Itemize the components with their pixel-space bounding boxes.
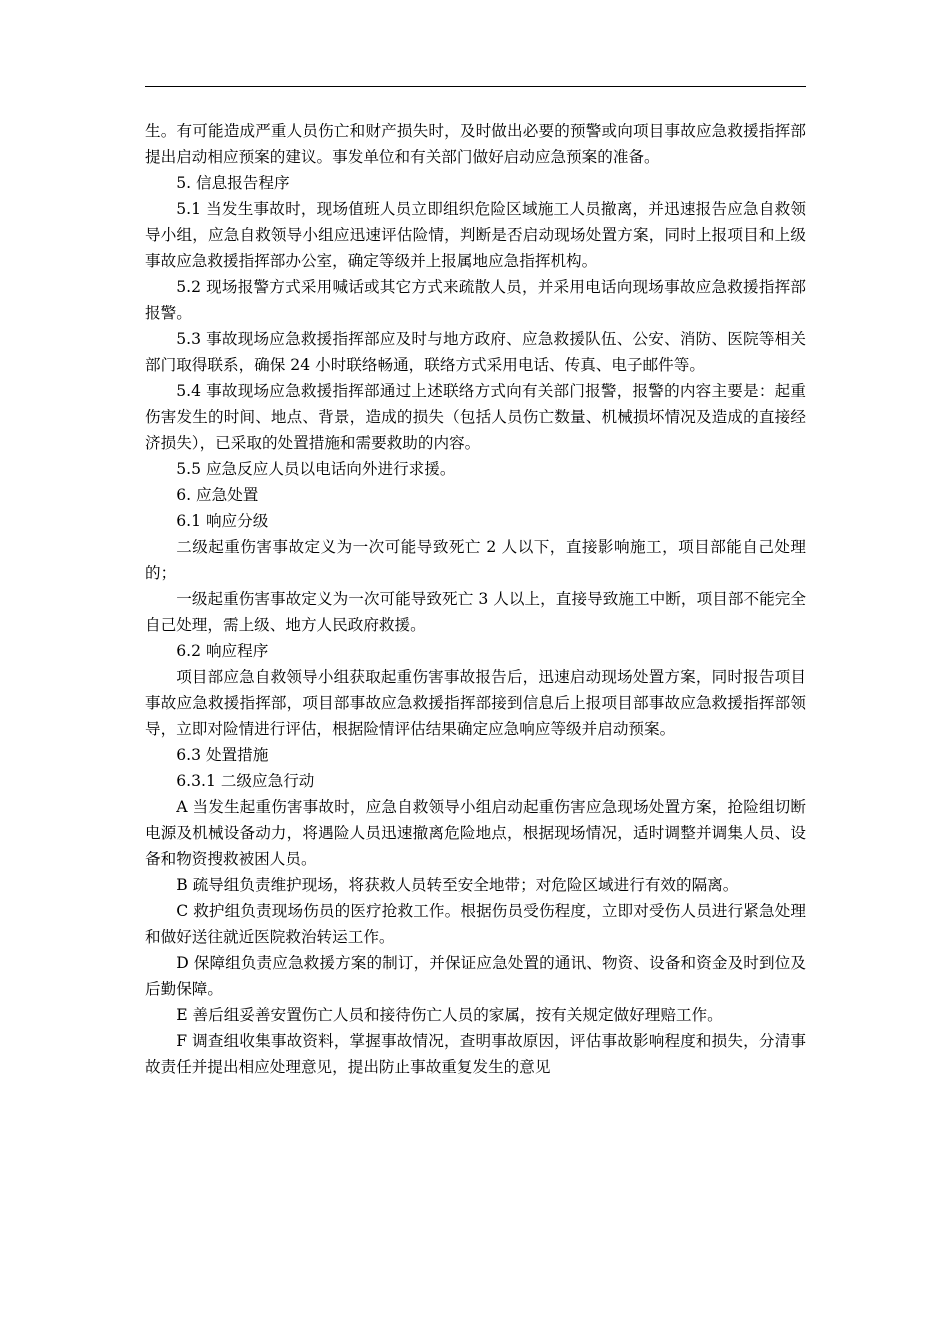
paragraph-level-2-definition: 二级起重伤害事故定义为一次可能导致死亡 2 人以下，直接影响施工，项目部能自己处理的；	[145, 538, 806, 582]
paragraph-item-b: B 疏导组负责维护现场，将获救人员转至安全地带；对危险区域进行有效的隔离。	[176, 876, 739, 894]
paragraph-response-procedure: 项目部应急自救领导小组获取起重伤害事故报告后，迅速启动现场处置方案，同时报告项目事故应急救援指挥部，项目部事故应急救援指挥部接到信息后上报项目部事故应急救援指挥部领导，立即对险情进行评估，根据险情评估结果确定应急响应等级并启动预案。	[145, 668, 806, 738]
section-heading-6-3-1: 6.3.1 二级应急行动	[176, 772, 315, 790]
paragraph-5-3: 5.3 事故现场应急救援指挥部应及时与地方政府、应急救援队伍、公安、消防、医院等相关部门取得联系，确保 24 小时联络畅通，联络方式采用电话、传真、电子邮件等。	[145, 330, 806, 374]
paragraph-item-e: E 善后组妥善安置伤亡人员和接待伤亡人员的家属，按有关规定做好理赔工作。	[176, 1006, 723, 1024]
document-body	[145, 118, 806, 1080]
paragraph-5-5: 5.5 应急反应人员以电话向外进行求援。	[176, 460, 456, 478]
paragraph-item-d: D 保障组负责应急救援方案的制订，并保证应急处置的通讯、物资、设备和资金及时到位及后勤保障。	[145, 954, 806, 998]
paragraph-item-a: A 当发生起重伤害事故时，应急自救领导小组启动起重伤害应急现场处置方案，抢险组切断电源及机械设备动力，将遇险人员迅速撤离危险地点，根据现场情况，适时调整并调集人员、设备和物资搜救被困人员。	[145, 798, 806, 868]
paragraph-5-2: 5.2 现场报警方式采用喊话或其它方式来疏散人员，并采用电话向现场事故应急救援指挥部报警。	[145, 278, 806, 322]
section-heading-6: 6. 应急处置	[176, 486, 259, 504]
paragraph-continuation: 生。有可能造成严重人员伤亡和财产损失时，及时做出必要的预警或向项目事故应急救援指挥部提出启动相应预案的建议。事发单位和有关部门做好启动应急预案的准备。	[145, 122, 806, 166]
section-heading-6-3: 6.3 处置措施	[176, 746, 269, 764]
paragraph-item-f: F 调查组收集事故资料，掌握事故情况，查明事故原因，评估事故影响程度和损失，分清事故责任并提出相应处理意见，提出防止事故重复发生的意见	[145, 1032, 806, 1076]
section-heading-5: 5. 信息报告程序	[176, 174, 290, 192]
header-rule	[145, 86, 806, 87]
section-heading-6-2: 6.2 响应程序	[176, 642, 269, 660]
section-heading-6-1: 6.1 响应分级	[176, 512, 269, 530]
paragraph-5-4: 5.4 事故现场应急救援指挥部通过上述联络方式向有关部门报警，报警的内容主要是：起重伤害发生的时间、地点、背景，造成的损失（包括人员伤亡数量、机械损坏情况及造成的直接经济损失），已采取的处置措施和需要救助的内容。	[145, 382, 806, 452]
paragraph-5-1: 5.1 当发生事故时，现场值班人员立即组织危险区域施工人员撤离，并迅速报告应急自救领导小组，应急自救领导小组应迅速评估险情，判断是否启动现场处置方案，同时上报项目和上级事故应急救援指挥部办公室，确定等级并上报属地应急指挥机构。	[145, 200, 806, 270]
paragraph-item-c: C 救护组负责现场伤员的医疗抢救工作。根据伤员受伤程度，立即对受伤人员进行紧急处理和做好送往就近医院救治转运工作。	[145, 902, 806, 946]
paragraph-level-1-definition: 一级起重伤害事故定义为一次可能导致死亡 3 人以上，直接导致施工中断，项目部不能完全自己处理，需上级、地方人民政府救援。	[145, 590, 806, 634]
